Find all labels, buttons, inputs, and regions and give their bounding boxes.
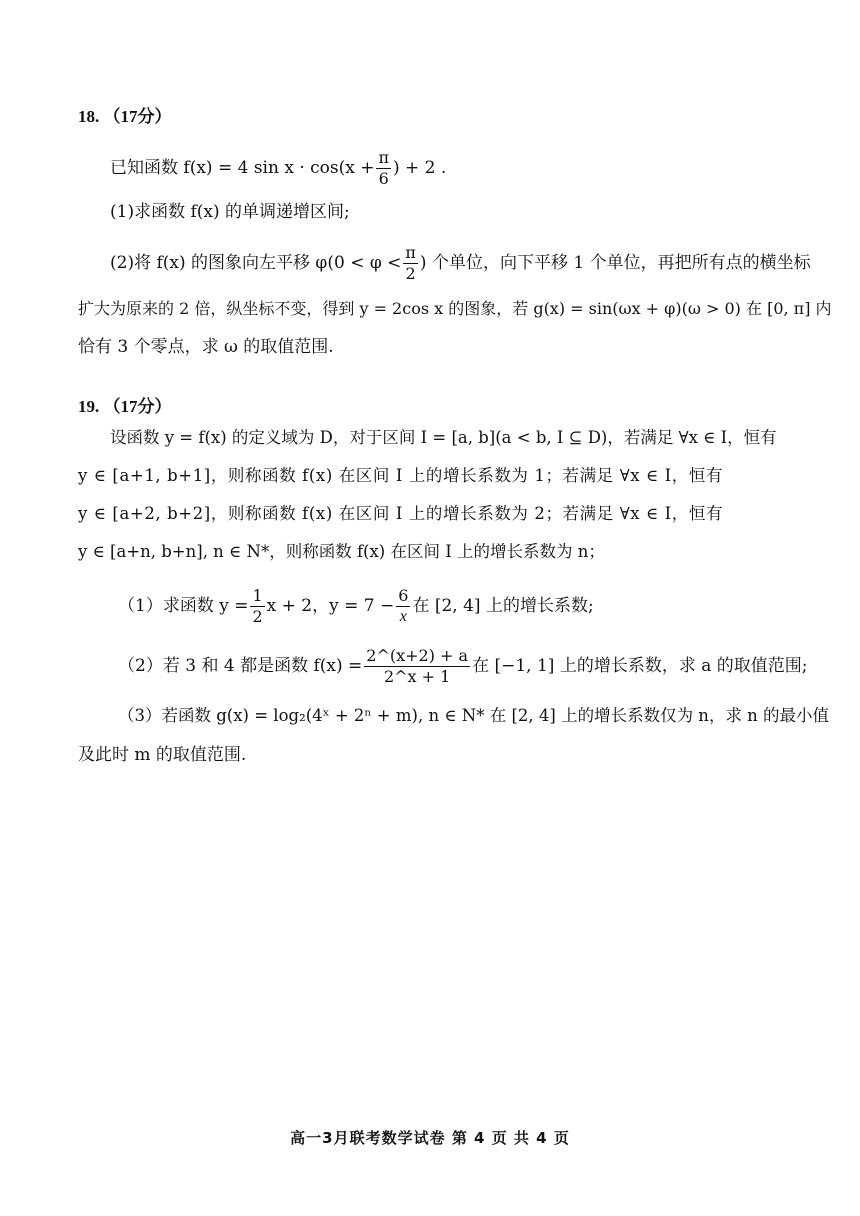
q18-header: 18. （17分）	[78, 107, 172, 126]
page-footer: 高一3月联考数学试卷 第 4 页 共 4 页	[290, 1129, 570, 1147]
q19-part1-f2-den: x	[399, 608, 407, 625]
q19-part1-f1-num: 1	[252, 586, 263, 605]
q19-intro-line4: y ∈ [a+n, b+n], n ∈ N*，则称函数 f(x) 在区间 I 上的增长系数为 n；	[78, 542, 605, 561]
q18-intro-text-a: 已知函数 f(x) = 4 sin x · cos(x +	[110, 158, 375, 178]
q18-part2-line1	[110, 245, 811, 282]
q19-intro-line3: y ∈ [a+2, b+2]，则称函数 f(x) 在区间 I 上的增长系数为 2；若满足 ∀x ∈ I，恒有	[78, 504, 724, 523]
q19-part2	[118, 648, 808, 685]
q19-part2-frac-num: 2^(x+2) + a	[366, 646, 469, 665]
q19-part1-f1-den: 2	[252, 607, 263, 626]
q19-part1-text-b: x + 2，y = 7 −	[266, 596, 395, 616]
q19-intro-line1: 设函数 y = f(x) 的定义域为 D，对于区间 I = [a, b](a < b, I ⊆ D)，若满足 ∀x ∈ I，恒有	[110, 428, 777, 447]
q19-part3-line1: （3）若函数 g(x) = log₂(4ˣ + 2ⁿ + m), n ∈ N* 在 [2, 4] 上的增长系数仅为 n，求 n 的最小值	[118, 706, 830, 725]
q19-part3-line2: 及此时 m 的取值范围.	[78, 745, 247, 765]
q18-intro-frac-num: π	[378, 148, 389, 167]
q19-part2-text-a: （2）若 3 和 4 都是函数 f(x) =	[118, 656, 363, 676]
q18-part1: (1)求函数 f(x) 的单调递增区间;	[110, 202, 350, 222]
q19-part2-fraction	[364, 648, 470, 685]
q19-part1-text-a: （1）求函数 y =	[118, 596, 249, 616]
q18-intro-text-b: ) + 2 .	[393, 158, 447, 178]
q18-part2-line2: 扩大为原来的 2 倍，纵坐标不变，得到 y = 2cos x 的图象，若 g(x) = sin(ωx + φ)(ω > 0) 在 [0, π] 内	[78, 299, 832, 318]
q18-intro-fraction	[376, 150, 391, 187]
q19-part2-frac-den: 2^x + 1	[383, 667, 451, 686]
q19-part1-fraction-2	[396, 588, 410, 625]
q18-part2-fraction	[403, 245, 418, 282]
q18-part2-text-b: ) 个单位，向下平移 1 个单位，再把所有点的横坐标	[419, 253, 811, 273]
q19-header: 19. （17分）	[78, 397, 172, 416]
q18-intro	[110, 150, 446, 187]
q18-part2-frac-num: π	[405, 243, 416, 262]
q19-part1	[118, 588, 594, 625]
q18-intro-frac-den: 6	[378, 169, 389, 188]
q18-part2-line3: 恰有 3 个零点，求 ω 的取值范围.	[78, 337, 334, 357]
q18-part2-frac-den: 2	[405, 264, 416, 283]
q19-part2-text-b: 在 [−1, 1] 上的增长系数，求 a 的取值范围;	[472, 656, 808, 676]
q18-part2-text-a: (2)将 f(x) 的图象向左平移 φ(0 < φ <	[110, 253, 402, 273]
q19-part1-f2-num: 6	[398, 586, 409, 605]
q19-intro-line2: y ∈ [a+1, b+1]，则称函数 f(x) 在区间 I 上的增长系数为 1；若满足 ∀x ∈ I，恒有	[78, 466, 724, 485]
q19-part1-text-c: 在 [2, 4] 上的增长系数;	[412, 596, 594, 616]
q19-part1-fraction-1	[250, 588, 264, 625]
